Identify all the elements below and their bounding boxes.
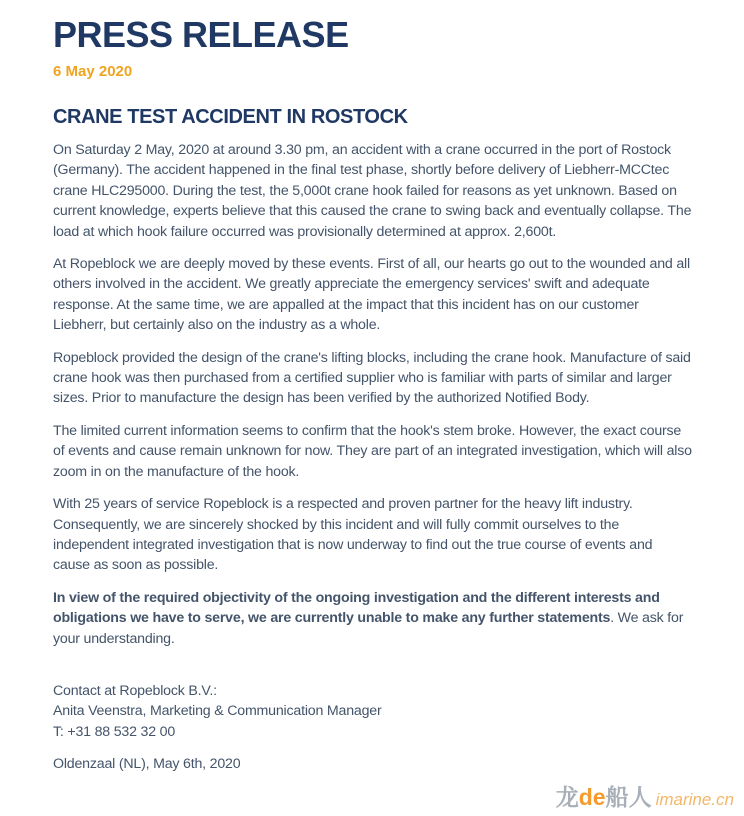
contact-line-person: Anita Veenstra, Marketing & Communication Manager bbox=[53, 703, 382, 720]
watermark-de-text: de bbox=[578, 784, 606, 810]
page-title: PRESS RELEASE bbox=[53, 14, 349, 55]
contact-line-company: Contact at Ropeblock B.V.: bbox=[53, 682, 217, 699]
release-date: 6 May 2020 bbox=[53, 63, 133, 80]
watermark-cn-chars: 船人 bbox=[605, 784, 652, 810]
contact-line-phone: T: +31 88 532 32 00 bbox=[53, 723, 176, 740]
article-heading: CRANE TEST ACCIDENT IN ROSTOCK bbox=[53, 106, 408, 128]
watermark bbox=[556, 784, 734, 810]
dateline: Oldenzaal (NL), May 6th, 2020 bbox=[53, 756, 241, 773]
watermark-cn-char1: 龙 bbox=[555, 784, 579, 810]
statement-regular-text: . We ask for your understanding. bbox=[53, 610, 684, 647]
watermark-domain-text: imarine.cn bbox=[655, 790, 734, 809]
paragraph-commitment: With 25 years of service Ropeblock is a respected and proven partner for the heavy lift industry. Consequently, we are sincerely shocked by this incident and will fully commit ourselves to the independent integrated investigation that is now underway to find out the true course of events and cause as soon as possible. bbox=[53, 496, 653, 574]
contact-block bbox=[53, 681, 692, 742]
paragraph-sympathy: At Ropeblock we are deeply moved by these events. First of all, our hearts go out to the wounded and all others involved in the accident. We greatly appreciate the emergency services' swift and adequate response. At the same time, we are appalled at the impact that this incident has on our customer Liebherr, but certainly also on the industry as a whole. bbox=[53, 256, 690, 334]
statement-bold-text: In view of the required objectivity of the ongoing investigation and the different interests and obligations we have to serve, we are currently unable to make any further statements bbox=[53, 589, 660, 627]
paragraph-accident-description: On Saturday 2 May, 2020 at around 3.30 pm, an accident with a crane occurred in the port of Rostock (Germany). The accident happened in the final test phase, shortly before delivery of Liebherr-MCCtec crane HLC295000. During the test, the 5,000t crane hook failed for reasons as yet unknown. Based on current knowledge, experts believe that this caused the crane to swing back and eventually collapse. The load at which hook failure occurred was provisionally determined at approx. 2,600t. bbox=[53, 142, 692, 240]
paragraph-design-origin: Ropeblock provided the design of the crane's lifting blocks, including the crane hook. Manufacture of said crane hook was then purchased from a certified supplier who is familiar with parts of similar and larger sizes. Prior to manufacture the design has been verified by the authorized Notified Body. bbox=[53, 349, 691, 407]
paragraph-statement bbox=[53, 588, 692, 649]
paragraph-investigation: The limited current information seems to confirm that the hook's stem broke. However, the exact course of events and cause remain unknown for now. They are part of an integrated investigation, which will also zoom in on the manufacture of the hook. bbox=[53, 422, 692, 480]
